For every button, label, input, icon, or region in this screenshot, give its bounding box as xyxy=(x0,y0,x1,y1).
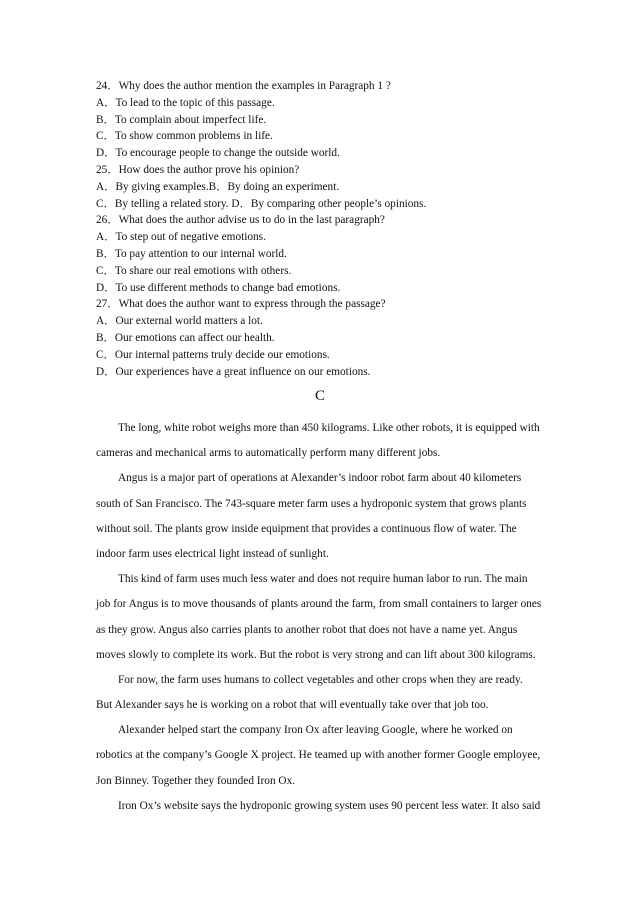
question-25-options-cd: C．By telling a related story. D．By comparing other people’s opinions. xyxy=(96,197,427,210)
question-25-options-ab: A．By giving examples.B．By doing an experiment. xyxy=(96,180,340,193)
section-heading: C xyxy=(314,388,325,404)
question-24-option-a: A．To lead to the topic of this passage. xyxy=(96,96,275,109)
question-26-option-a: A．To step out of negative emotions. xyxy=(96,231,266,244)
question-26-option-d: D．To use different methods to change bad emotions. xyxy=(96,281,341,294)
passage-line: Angus is a major part of operations at Alexander’s indoor robot farm about 40 kilometers xyxy=(118,472,522,485)
reading-passage xyxy=(96,416,544,819)
passage-line: indoor farm uses electrical light instead of sunlight. xyxy=(96,547,329,560)
passage-line: south of San Francisco. The 743-square meter farm uses a hydroponic system that grows plants xyxy=(96,497,527,510)
question-27-option-a: A．Our external world matters a lot. xyxy=(96,315,263,328)
passage-line: Jon Binney. Together they founded Iron Ox. xyxy=(96,774,296,787)
passage-line: without soil. The plants grow inside equipment that provides a continuous flow of water. The xyxy=(96,522,517,535)
question-27-option-b: B．Our emotions can affect our health. xyxy=(96,331,275,344)
question-25-stem: 25．How does the author prove his opinion? xyxy=(96,163,300,176)
question-24-option-b: B．To complain about imperfect life. xyxy=(96,113,267,126)
passage-line: cameras and mechanical arms to automatically perform many different jobs. xyxy=(96,447,441,460)
passage-line: Iron Ox’s website says the hydroponic growing system uses 90 percent less water. It also said xyxy=(118,799,541,812)
question-27-stem: 27．What does the author want to express through the passage? xyxy=(96,298,386,311)
passage-line: job for Angus is to move thousands of plants around the farm, from small containers to larger ones xyxy=(96,598,542,611)
question-26-option-b: B．To pay attention to our internal world. xyxy=(96,247,287,260)
passage-line: For now, the farm uses humans to collect vegetables and other crops when they are ready. xyxy=(118,673,523,686)
passage-line: The long, white robot weighs more than 450 kilograms. Like other robots, it is equipped with xyxy=(118,422,540,434)
question-26-option-c: C．To share our real emotions with others. xyxy=(96,264,292,277)
passage-line: But Alexander says he is working on a robot that will eventually take over that job too. xyxy=(96,699,489,712)
question-26-stem: 26．What does the author advise us to do in the last paragraph? xyxy=(96,214,385,227)
question-24-option-c: C．To show common problems in life. xyxy=(96,130,273,143)
passage-line: moves slowly to complete its work. But the robot is very strong and can lift about 300 kilograms. xyxy=(96,648,536,661)
question-list xyxy=(96,78,556,380)
passage-line: Alexander helped start the company Iron Ox after leaving Google, where he worked on xyxy=(118,724,513,737)
question-27-option-d: D．Our experiences have a great influence on our emotions. xyxy=(96,365,371,378)
passage-line: as they grow. Angus also carries plants to another robot that does not have a name yet. Angus xyxy=(96,623,518,636)
question-24-option-d: D．To encourage people to change the outside world. xyxy=(96,147,340,160)
question-27-option-c: C．Our internal patterns truly decide our emotions. xyxy=(96,348,330,361)
question-24-stem: 24．Why does the author mention the examples in Paragraph 1 ? xyxy=(96,80,391,92)
passage-line: robotics at the company’s Google X project. He teamed up with another former Google employee, xyxy=(96,749,541,762)
passage-line: This kind of farm uses much less water and does not require human labor to run. The main xyxy=(118,573,528,586)
